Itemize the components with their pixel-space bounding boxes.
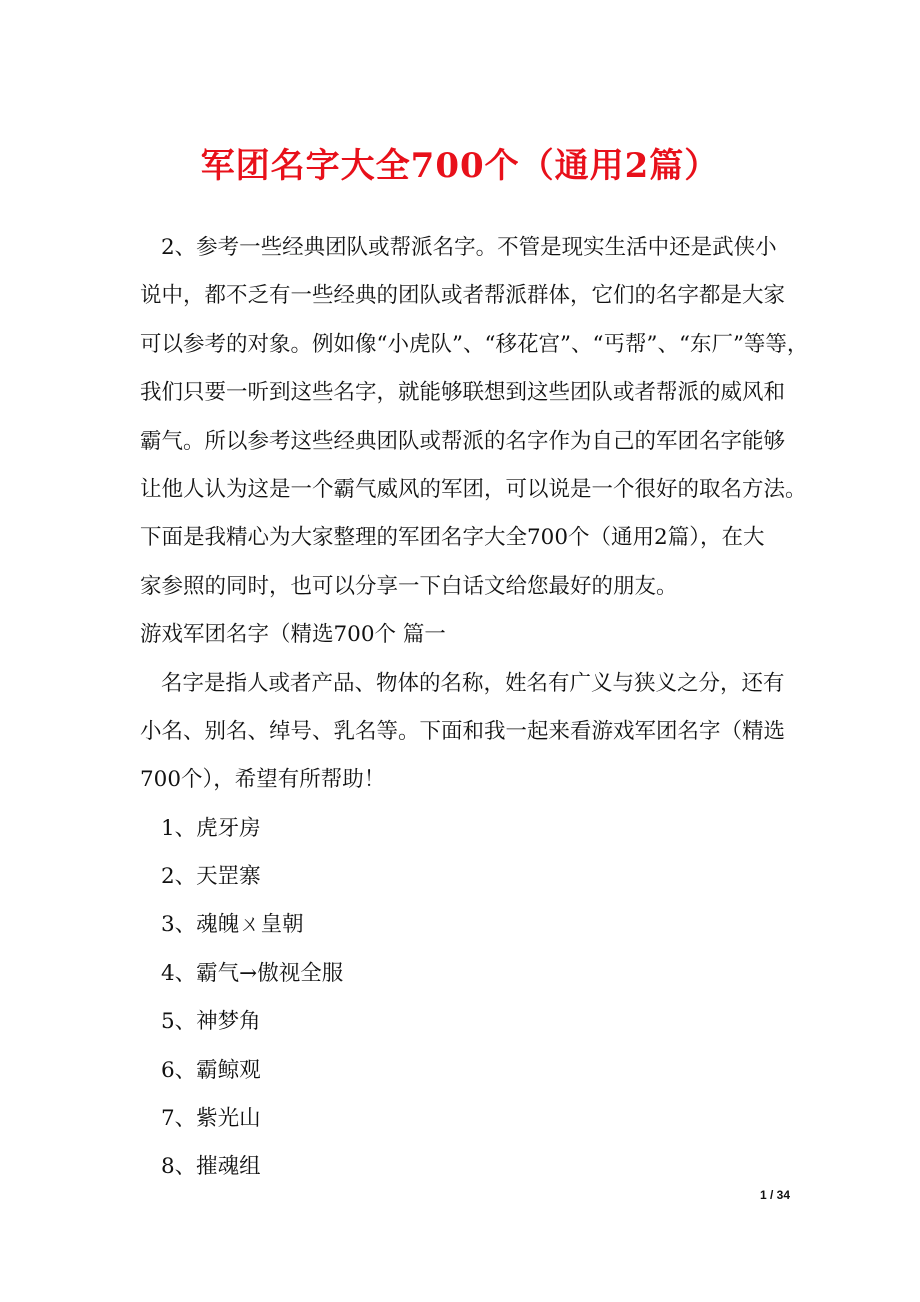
section-line: 小名、别名、绰号、乳名等。下面和我一起来看游戏军团名字（精选: [140, 718, 786, 744]
intro-line: 可以参考的对象。例如像“小虎队”、“移花宫”、“丐帮”、“东厂”等等，: [140, 331, 809, 357]
list-item: 1、虎牙房: [161, 815, 261, 841]
list-item: 3、魂魄ㄨ皇朝: [161, 912, 304, 938]
intro-line: 下面是我精心为大家整理的军团名字大全700个（通用2篇），在大: [140, 525, 765, 551]
page-number: 1 / 34: [759, 1188, 790, 1202]
document-title: 军团名字大全700个（通用2篇）: [200, 146, 720, 186]
list-item: 8、摧魂组: [161, 1154, 261, 1180]
intro-line: 让他人认为这是一个霸气威风的军团，可以说是一个很好的取名方法。: [140, 476, 807, 502]
list-item: 6、霸鲸观: [161, 1057, 261, 1083]
intro-line: 我们只要一听到这些名字，就能够联想到这些团队或者帮派的威风和: [140, 380, 786, 406]
list-item: 5、神梦角: [161, 1009, 261, 1035]
intro-line: 2、参考一些经典团队或帮派名字。不管是现实生活中还是武侠小: [161, 235, 777, 260]
list-item: 2、天罡寨: [161, 864, 261, 890]
document-body: [140, 224, 809, 1192]
section-heading: 游戏军团名字（精选700个 篇一: [140, 622, 446, 648]
intro-line: 说中，都不乏有一些经典的团队或者帮派群体，它们的名字都是大家: [140, 283, 786, 309]
list-item: 4、霸气→傲视全服: [161, 960, 344, 986]
list-item: 7、紫光山: [161, 1106, 261, 1132]
intro-line: 家参照的同时，也可以分享一下白话文给您最好的朋友。: [140, 573, 678, 599]
section-line: 名字是指人或者产品、物体的名称，姓名有广义与狭义之分，还有: [161, 670, 785, 696]
intro-line: 霸气。所以参考这些经典团队或帮派的名字作为自己的军团名字能够: [140, 428, 786, 454]
section-line: 700个），希望有所帮助！: [140, 767, 386, 793]
